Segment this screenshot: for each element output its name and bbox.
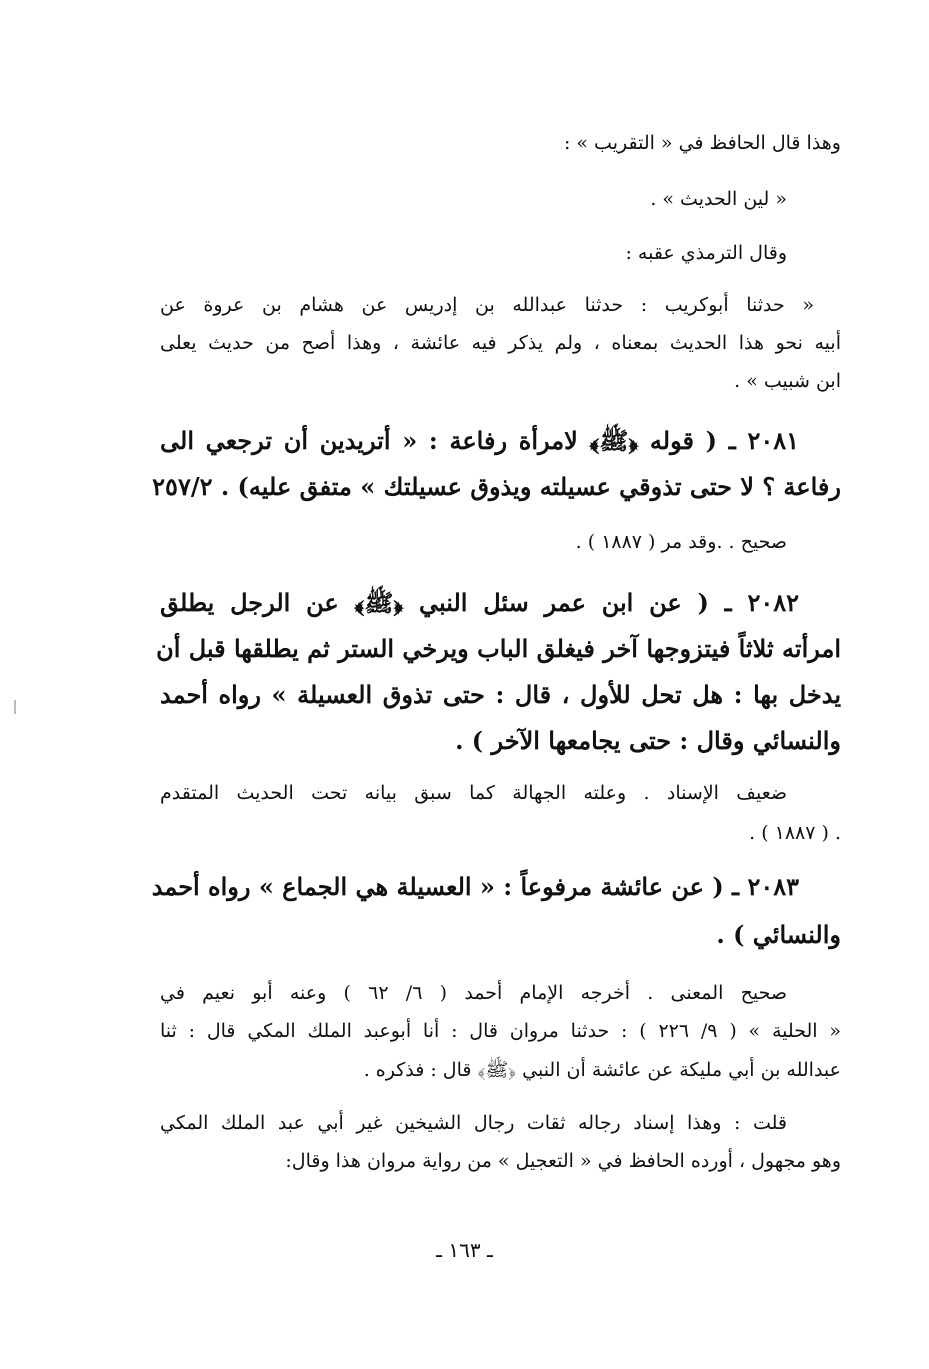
text-line: أبيه نحو هذا الحديث بمعناه ، ولم يذكر فيه عائشة ، وهذا أصح من حديث يعلى bbox=[160, 332, 841, 354]
grading-line: صحيح المعنى . أخرجه الإمام أحمد ( ٦/ ٦٢ ) وعنه أبو نعيم في bbox=[160, 982, 787, 1004]
grading-line: ضعيف الإسناد . وعلته الجهالة كما سبق بيانه تحت الحديث المتقدم bbox=[160, 782, 787, 804]
page-number: ـ ١٦٣ ـ bbox=[436, 1238, 493, 1262]
text-line: ابن شبيب » . bbox=[734, 370, 841, 392]
hadith-line: يدخل بها : هل تحل للأول ، قال : حتى تذوق العسيلة » رواه أحمد bbox=[160, 680, 841, 709]
hadith-line: ٢٠٨٣ ـ ( عن عائشة مرفوعاً : « العسيلة هي الجماع » رواه أحمد bbox=[151, 872, 799, 901]
text-line: . ( ١٨٨٧ ) . bbox=[749, 822, 841, 844]
grading-line: صحيح . .وقد مر ( ١٨٨٧ ) . bbox=[575, 531, 787, 553]
hadith-line: والنسائي ) . bbox=[716, 920, 841, 949]
text-line: « حدثنا أبوكريب : حدثنا عبدالله بن إدريس عن هشام بن عروة عن bbox=[160, 294, 814, 316]
hadith-line: رفاعة ؟ لا حتى تذوقي عسيلته ويذوق عسيلتك » متفق عليه) . ٢٥٧/٢ bbox=[152, 472, 841, 501]
scan-mark bbox=[14, 700, 16, 714]
hadith-line: ٢٠٨٢ ـ ( عن ابن عمر سئل النبي ﴿ﷺ﴾ عن الرجل يطلق bbox=[160, 588, 799, 617]
text-line: « الحلية » ( ٩/ ٢٢٦ ) : حدثنا مروان قال : أنا أبوعبد الملك المكي قال : ثنا bbox=[160, 1020, 841, 1042]
text-line: قلت : وهذا إسناد رجاله ثقات رجال الشيخين غير أبي عبد الملك المكي bbox=[160, 1112, 787, 1134]
text-line: « لين الحديث » . bbox=[650, 188, 787, 210]
text-line: عبدالله بن أبي مليكة عن عائشة أن النبي ﴿ﷺ﴾ قال : فذكره . bbox=[363, 1059, 841, 1081]
text-line: وهو مجهول ، أورده الحافظ في « التعجيل » من رواية مروان هذا وقال: bbox=[285, 1150, 841, 1172]
text-line: وهذا قال الحافظ في « التقريب » : bbox=[563, 132, 841, 154]
hadith-line: امرأته ثلاثاً فيتزوجها آخر فيغلق الباب ويرخي الستر ثم يطلقها قبل أن bbox=[156, 634, 841, 663]
hadith-line: والنسائي وقال : حتى يجامعها الآخر ) . bbox=[455, 726, 841, 755]
hadith-line: ٢٠٨١ ـ ( قوله ﴿ﷺ﴾ لامرأة رفاعة : « أتريدين أن ترجعي الى bbox=[160, 426, 799, 455]
text-line: وقال الترمذي عقبه : bbox=[625, 242, 787, 264]
